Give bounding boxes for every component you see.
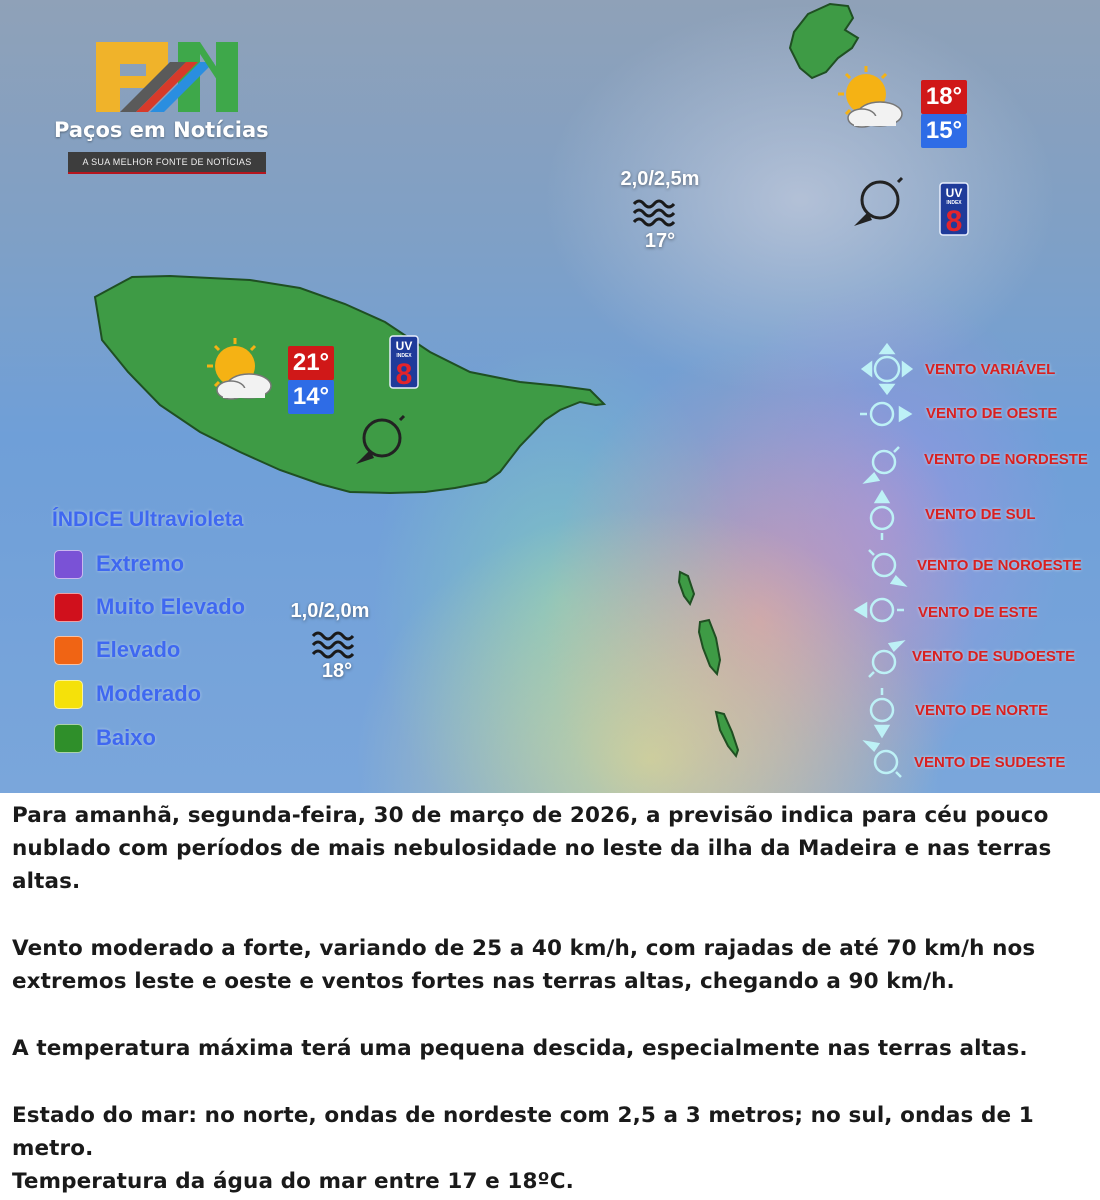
logo-tagline: A SUA MELHOR FONTE DE NOTÍCIAS — [68, 152, 266, 174]
wind-legend-label: VENTO VARIÁVEL — [925, 361, 1056, 378]
wind-northwest-icon — [869, 550, 904, 585]
forecast-paragraph-sea: Estado do mar: no norte, ondas de nordeste com 2,5 a 3 metros; no sul, ondas de 1 metro. — [12, 1103, 1034, 1161]
wind-variable-icon — [863, 345, 911, 393]
sea-north-water-temp: 17° — [644, 230, 676, 252]
forecast-paragraph-temperature: A temperatura máxima terá uma pequena descida, especialmente nas terras altas. — [12, 1036, 1028, 1061]
forecast-paragraph-wind: Vento moderado a forte, variando de 25 a 40 km/h, com rajadas de até 70 km/h nos extremos leste e oeste e ventos fortes nas terras altas, chegando a 90 km/h. — [12, 936, 1036, 994]
uv-legend-item — [54, 723, 156, 753]
wind-legend-label: VENTO DE ESTE — [918, 604, 1038, 621]
svg-text:UV: UV — [395, 339, 413, 353]
porto-santo-max-temp: 18° — [921, 80, 967, 114]
uv-swatch-baixo — [54, 724, 83, 753]
uv-legend-item — [54, 592, 245, 622]
uv-swatch-extremo — [54, 550, 83, 579]
svg-text:INDEX: INDEX — [946, 200, 962, 206]
wind-legend-label: VENTO DE SUDOESTE — [912, 648, 1076, 665]
wind-southeast-icon — [866, 742, 901, 777]
wind-south-icon — [871, 492, 893, 540]
porto-santo-island — [790, 4, 858, 78]
svg-text:INDEX: INDEX — [396, 353, 412, 359]
wind-legend-label: VENTO DE NORTE — [915, 702, 1049, 719]
madeira-island — [95, 276, 604, 493]
uv-legend-label: Extremo — [96, 551, 185, 576]
uv-legend-title: ÍNDICE Ultravioleta — [52, 508, 244, 531]
uv-swatch-moderado — [54, 680, 83, 709]
sea-south-water-temp: 18° — [321, 660, 353, 682]
forecast-paragraph-sky: Para amanhã, segunda-feira, 30 de março de 2026, a previsão indica para céu pouco nublado com períodos de mais nebulosidade no leste da ilha da Madeira e nas terras altas. — [12, 803, 1052, 894]
wind-north-icon — [871, 688, 893, 736]
uv-legend-item — [54, 679, 201, 709]
uv-legend-item — [54, 549, 184, 579]
wind-northeast-icon — [854, 178, 902, 226]
wind-legend-label: VENTO DE SUL — [925, 506, 1036, 523]
logo-name: Paços em Notícias — [54, 118, 269, 142]
uv-legend-item — [54, 635, 180, 665]
madeira-min-temp: 14° — [288, 380, 334, 414]
sea-north-waves: 2,0/2,5m — [620, 168, 700, 190]
uv-swatch-elevado — [54, 636, 83, 665]
wind-legend-label: VENTO DE NORDESTE — [924, 451, 1088, 468]
wind-legend-label: VENTO DE NOROESTE — [917, 557, 1082, 574]
wind-east-icon — [856, 599, 904, 621]
porto-santo-min-temp: 15° — [921, 114, 967, 148]
svg-text:8: 8 — [395, 358, 413, 391]
uv-legend-label: Baixo — [96, 725, 156, 750]
uv-index-badge — [940, 183, 968, 238]
uv-swatch-muito-elevado — [54, 593, 83, 622]
wind-legend-label: VENTO DE OESTE — [926, 405, 1058, 422]
desertas-island-1 — [679, 572, 694, 604]
svg-text:8: 8 — [945, 205, 963, 238]
sea-south-waves: 1,0/2,0m — [290, 600, 370, 622]
uv-legend-label: Elevado — [96, 637, 181, 662]
wind-southwest-icon — [869, 642, 902, 677]
wind-west-icon — [860, 403, 910, 425]
uv-legend-label: Muito Elevado — [96, 594, 246, 619]
wind-legend-label: VENTO DE SUDESTE — [914, 754, 1066, 771]
forecast-paragraph-water-temp: Temperatura da água do mar entre 17 e 18ºC. — [12, 1169, 574, 1194]
uv-index-badge — [390, 336, 418, 391]
partly-cloudy-icon — [838, 66, 902, 127]
desertas-island-2 — [699, 620, 720, 674]
waves-icon — [313, 633, 353, 657]
madeira-max-temp: 21° — [288, 346, 334, 380]
wind-northeast-icon — [866, 447, 899, 482]
uv-legend-label: Moderado — [96, 681, 202, 706]
desertas-island-3 — [716, 712, 738, 756]
waves-icon — [634, 201, 674, 225]
svg-text:UV: UV — [945, 186, 963, 200]
forecast-text — [0, 793, 1100, 1200]
logo-icon — [96, 42, 238, 112]
